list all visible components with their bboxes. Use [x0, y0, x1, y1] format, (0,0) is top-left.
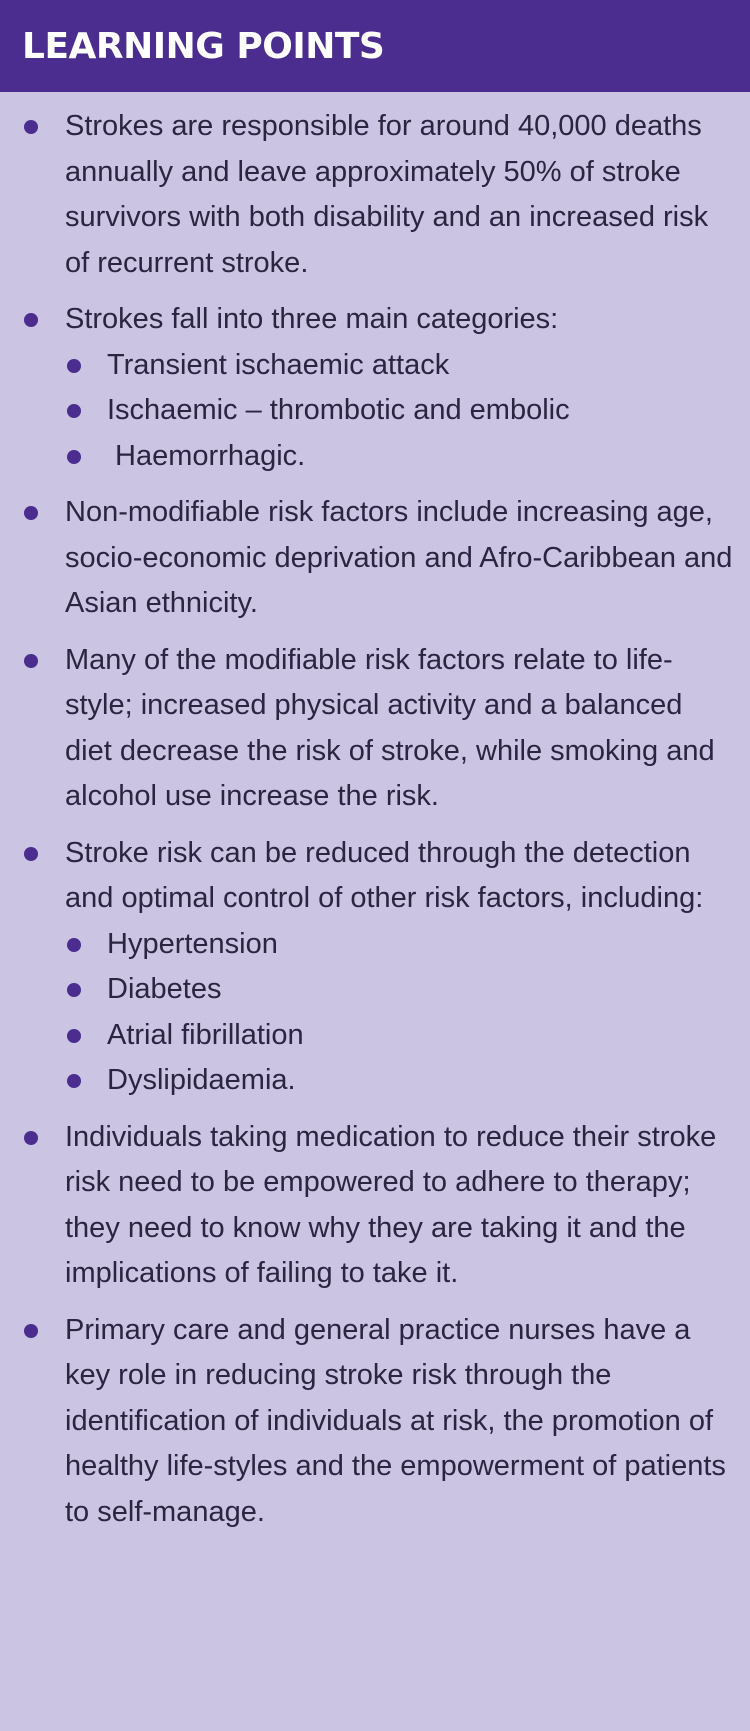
sub-list: [65, 343, 734, 480]
sub-point: [65, 434, 734, 480]
sub-point-text: Haemorrhagic.: [107, 439, 306, 472]
learning-point: [0, 1115, 734, 1297]
learning-points-list: [0, 92, 750, 1535]
section-title: LEARNING POINTS: [22, 25, 385, 67]
sub-point: Ischaemic – thrombotic and embolic: [65, 388, 734, 434]
learning-point: [0, 297, 734, 479]
sub-point: Dyslipidaemia.: [65, 1058, 734, 1104]
header-bar: [0, 0, 750, 92]
learning-point-text: Strokes are responsible for around 40,000 deaths annually and leave approximately 50% of stroke survivors with both disability and an increased risk of recurrent stroke.: [65, 110, 709, 279]
learning-point-text: Non-modifiable risk factors include increasing age, socio-economic deprivation and Afro-Caribbean and Asian ethnicity.: [65, 496, 733, 619]
learning-point: [0, 831, 734, 1104]
sub-point: Hypertension: [65, 922, 734, 968]
sub-point: Transient ischaemic attack: [65, 343, 734, 389]
learning-point: [0, 638, 734, 820]
learning-point-text: Stroke risk can be reduced through the detection and optimal control of other risk factors, including:: [65, 836, 704, 914]
learning-point-text: Strokes fall into three main categories:: [65, 303, 559, 335]
learning-point: [0, 104, 734, 286]
sub-list: [65, 922, 734, 1104]
sub-point: Diabetes: [65, 967, 734, 1013]
learning-point-text: Individuals taking medication to reduce their stroke risk need to be empowered to adhere to therapy; they need to know why they are taking it and the implications of failing to take it.: [65, 1120, 717, 1289]
learning-point-text: Primary care and general practice nurses have a key role in reducing stroke risk through the identification of individuals at risk, the promotion of healthy life-styles and the empowerment of patients to self-manage.: [65, 1313, 726, 1528]
sub-point: Atrial fibrillation: [65, 1013, 734, 1059]
learning-point-text: Many of the modifiable risk factors relate to life-style; increased physical activity and a balanced diet decrease the risk of stroke, while smoking and alcohol use increase the risk.: [65, 643, 715, 812]
learning-point: [0, 490, 734, 627]
learning-point: [0, 1308, 734, 1536]
